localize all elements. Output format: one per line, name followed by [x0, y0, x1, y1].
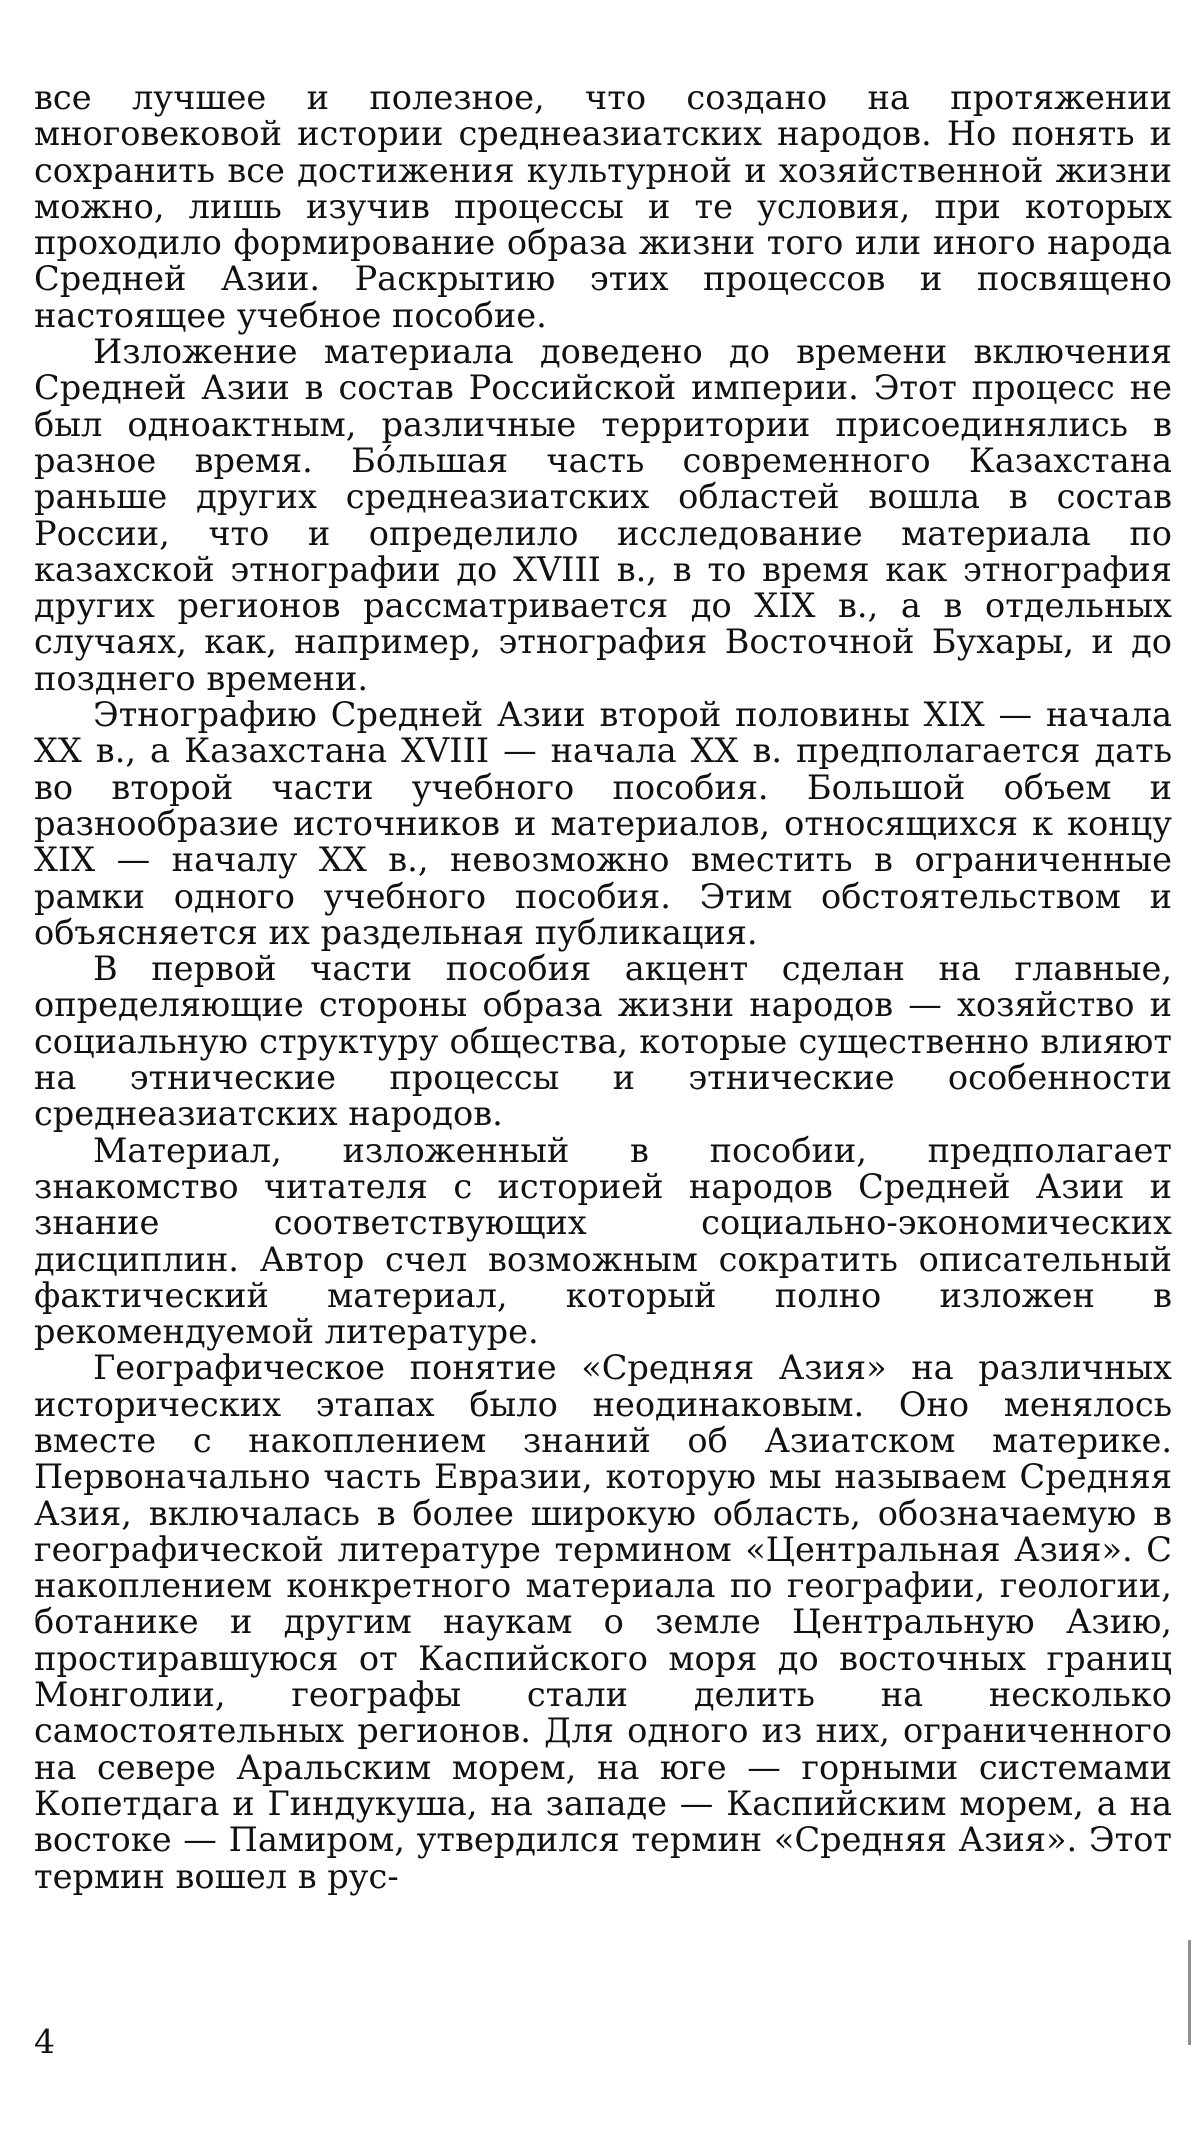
paragraph-1: все лучшее и полезное, что создано на протяжении многовековой истории среднеазиатских народов. Но понять и сохранить все достижения культурной и хозяйственной жизни можно, лишь изучив процессы и те условия, при которых проходило формирование образа жизни того или иного народа Средней Азии. Раскрытию этих процессов и посвящено настоящее учебное пособие. [34, 78, 1172, 335]
page-text [34, 80, 1172, 1895]
paragraph-4: В первой части пособия акцент сделан на главные, определяющие стороны образа жизни народов — хозяйство и социальную структуру общества, которые существенно влияют на этнические процессы и этнические особенности среднеазиатских народов. [34, 949, 1172, 1134]
paragraph-3: Этнографию Средней Азии второй половины XIX — начала XX в., а Казахстана XVIII — начала XX в. предполагается дать во второй части учебного пособия. Большой объем и разнообразие источников и материалов, относящихся к концу XIX — началу XX в., невозможно вместить в ограниченные рамки одного учебного пособия. Этим обстоятельством и объясняется их раздельная публикация. [34, 695, 1172, 952]
paragraph-2: Изложение материала доведено до времени включения Средней Азии в состав Российской империи. Этот процесс не был одноактным, различные территории присоединялись в разное время. Бо́льшая часть современного Казахстана раньше других среднеазиатских областей вошла в состав России, что и определило исследование материала по казахской этнографии до XVIII в., в то время как этнография других регионов рассматривается до XIX в., а в отдельных случаях, как, например, этнография Восточной Бухары, и до позднего времени. [34, 332, 1172, 698]
paragraph-5: Материал, изложенный в пособии, предполагает знакомство читателя с историей народов Средней Азии и знание соответствующих социально-экономических дисциплин. Автор счел возможным сократить описательный фактический материал, который полно изложен в рекомендуемой литературе. [34, 1130, 1172, 1352]
margin-scan-mark [1188, 1940, 1191, 2045]
paragraph-6: Географическое понятие «Средняя Азия» на различных исторических этапах было неодинаковым. Оно менялось вместе с накоплением знаний об Азиатском материке. Первоначально часть Евразии, которую мы называем Средняя Азия, включалась в более широкую область, обозначаемую в географической литературе термином «Центральная Азия». С накоплением конкретного материала по географии, геологии, ботанике и другим наукам о земле Центральную Азию, простиравшуюся от Каспийского моря до восточных границ Монголии, географы стали делить на несколько самостоятельных регионов. Для одного из них, ограниченного на севере Аральским морем, на юге — горными системами Копетдага и Гиндукуша, на западе — Каспийским морем, а на востоке — Памиром, утвердился термин «Средняя Азия». Этот термин вошел в рус- [34, 1348, 1172, 1896]
page-number: 4 [34, 2022, 55, 2061]
